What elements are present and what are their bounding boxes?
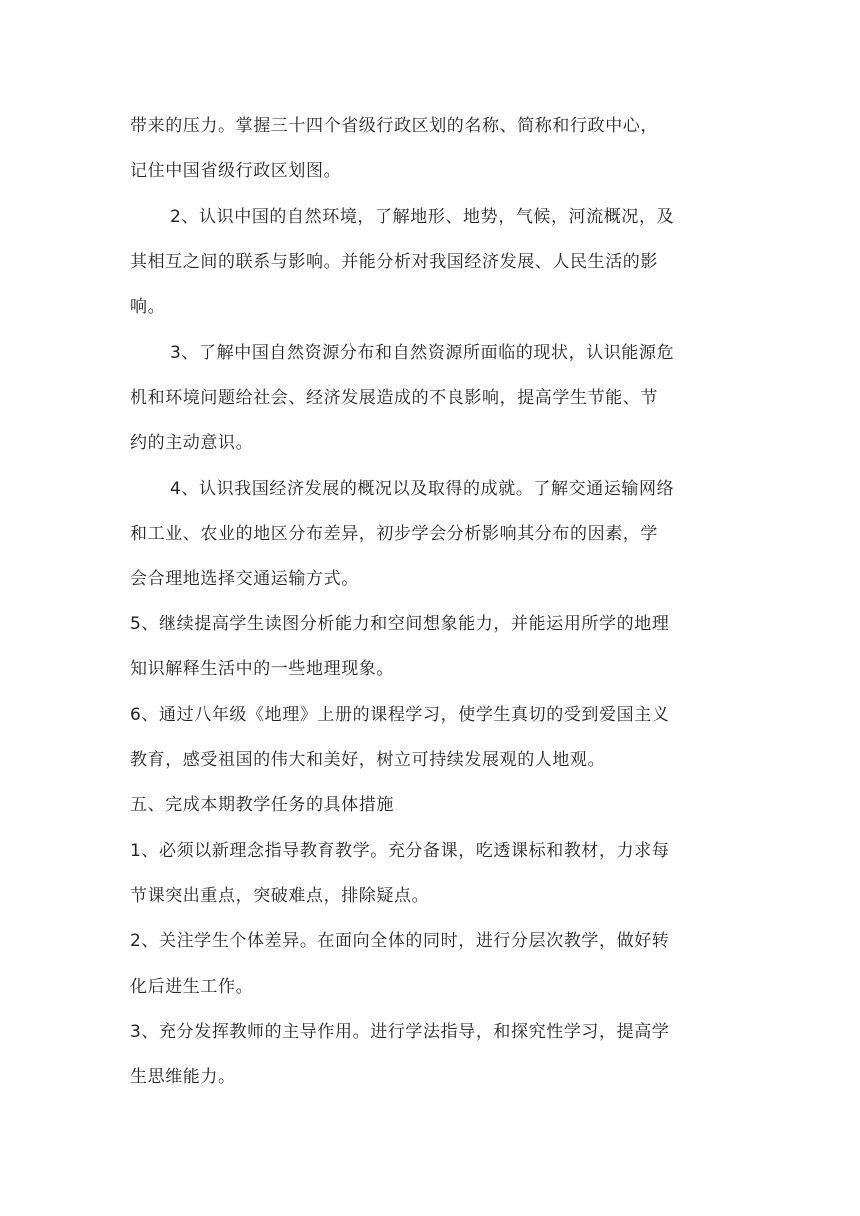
paragraph-item-2: 2、认识中国的自然环境，了解地形、地势，气候，河流概况，及 xyxy=(170,207,675,227)
text-line: 其相互之间的联系与影响。并能分析对我国经济发展、人民生活的影 xyxy=(130,252,658,272)
paragraph-item-5: 5、继续提高学生读图分析能力和空间想象能力，并能运用所学的地理 xyxy=(130,614,670,634)
text-line: 知识解释生活中的一些地理现象。 xyxy=(130,659,394,679)
paragraph-item-2: 2、关注学生个体差异。在面向全体的同时，进行分层次教学，做好转 xyxy=(130,931,670,951)
text-line: 带来的压力。掌握三十四个省级行政区划的名称、简称和行政中心， xyxy=(130,116,658,136)
text-line: 教育，感受祖国的伟大和美好，树立可持续发展观的人地观。 xyxy=(130,750,606,770)
paragraph-item-1: 1、必须以新理念指导教育教学。充分备课，吃透课标和教材，力求每 xyxy=(130,841,670,861)
section-heading: 五、完成本期教学任务的具体措施 xyxy=(130,795,394,815)
text-line: 会合理地选择交通运输方式。 xyxy=(130,569,359,589)
text-line: 节课突出重点，突破难点，排除疑点。 xyxy=(130,886,430,906)
text-line: 机和环境问题给社会、经济发展造成的不良影响，提高学生节能、节 xyxy=(130,388,658,408)
text-line: 记住中国省级行政区划图。 xyxy=(130,161,342,181)
paragraph-item-4: 4、认识我国经济发展的概况以及取得的成就。了解交通运输网络 xyxy=(170,479,675,499)
text-line: 化后进生工作。 xyxy=(130,977,254,997)
text-line: 生思维能力。 xyxy=(130,1067,236,1087)
text-line: 和工业、农业的地区分布差异，初步学会分析影响其分布的因素，学 xyxy=(130,524,658,544)
paragraph-item-6: 6、通过八年级《地理》上册的课程学习，使学生真切的受到爱国主义 xyxy=(130,705,670,725)
paragraph-item-3: 3、充分发挥教师的主导作用。进行学法指导，和探究性学习，提高学 xyxy=(130,1022,670,1042)
paragraph-item-3: 3、了解中国自然资源分布和自然资源所面临的现状，认识能源危 xyxy=(170,343,675,363)
text-line: 响。 xyxy=(130,297,166,317)
text-line: 约的主动意识。 xyxy=(130,433,254,453)
